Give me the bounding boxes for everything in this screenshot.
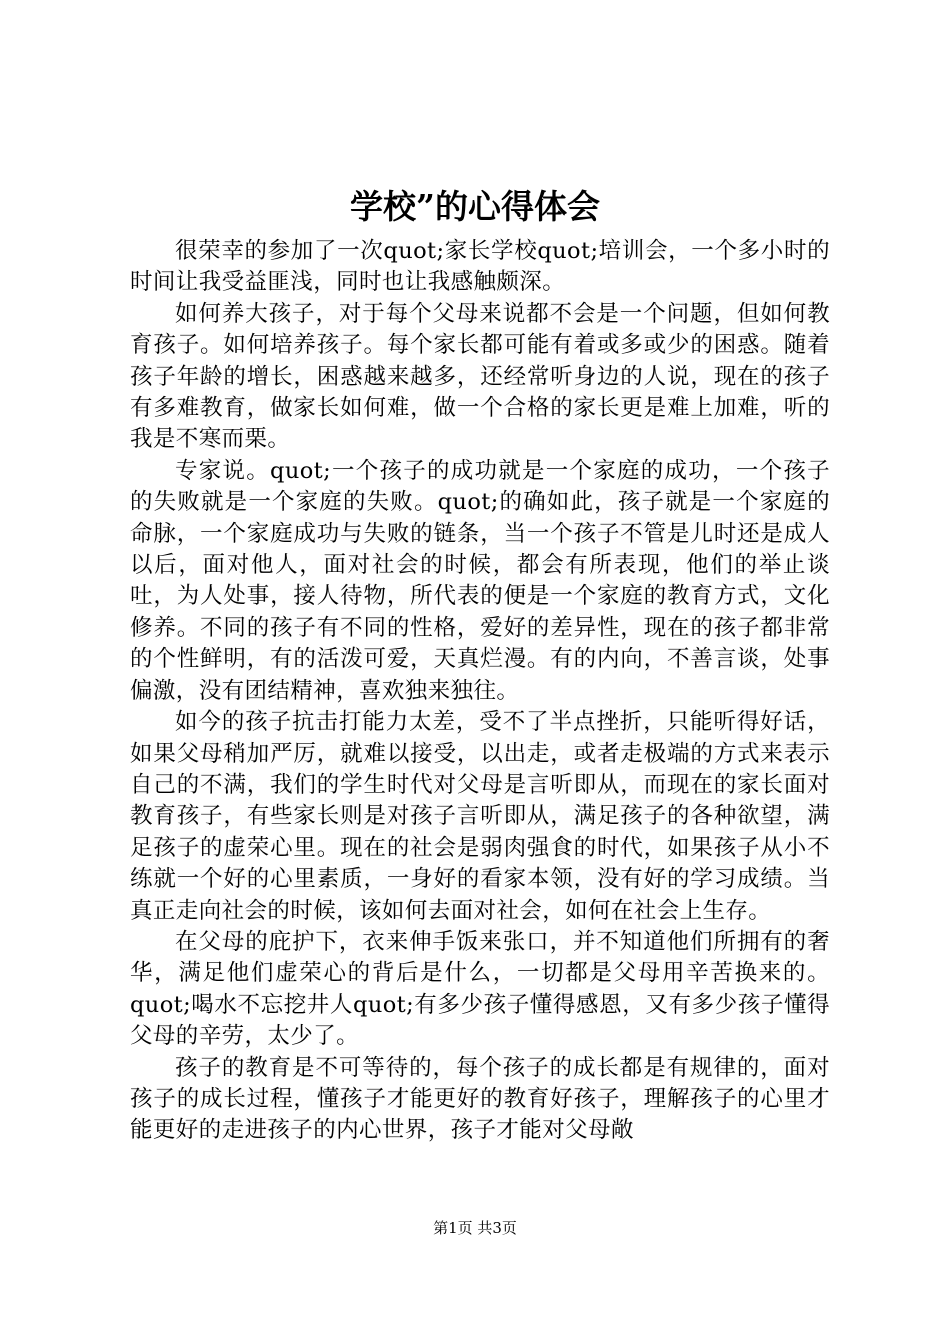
document-body	[130, 236, 830, 1147]
page-number-footer: 第1页 共3页	[433, 1219, 517, 1237]
paragraph: 专家说。quot;一个孩子的成功就是一个家庭的成功，一个孩子的失败就是一个家庭的失败。quot;的确如此，孩子就是一个家庭的命脉，一个家庭成功与失败的链条，当一个孩子不管是儿时还是成人以后，面对他人，面对社会的时候，都会有所表现，他们的举止谈吐，为人处事，接人待物，所代表的便是一个家庭的教育方式，文化修养。不同的孩子有不同的性格，爱好的差异性，现在的孩子都非常的个性鲜明，有的活泼可爱，天真烂漫。有的内向，不善言谈，处事偏激，没有团结精神，喜欢独来独往。	[130, 457, 830, 704]
paragraph: 如今的孩子抗击打能力太差，受不了半点挫折，只能听得好话，如果父母稍加严厉，就难以接受，以出走，或者走极端的方式来表示自己的不满，我们的学生时代对父母是言听即从，而现在的家长面对教育孩子，有些家长则是对孩子言听即从，满足孩子的各种欲望，满足孩子的虚荣心里。现在的社会是弱肉强食的时代，如果孩子从小不练就一个好的心里素质，一身好的看家本领，没有好的学习成绩。当真正走向社会的时候，该如何去面对社会，如何在社会上生存。	[130, 709, 830, 924]
paragraph: 很荣幸的参加了一次quot;家长学校quot;培训会，一个多小时的时间让我受益匪浅，同时也让我感触颇深。	[130, 238, 830, 296]
paragraph: 如何养大孩子，对于每个父母来说都不会是一个问题，但如何教育孩子。如何培养孩子。每个家长都可能有着或多或少的困惑。随着孩子年龄的增长，困惑越来越多，还经常听身边的人说，现在的孩子有多难教育，做家长如何难，做一个合格的家长更是难上加难，听的我是不寒而栗。	[130, 300, 830, 453]
page-title: 学校”的心得体会	[350, 187, 600, 226]
paragraph: 孩子的教育是不可等待的，每个孩子的成长都是有规律的，面对孩子的成长过程，懂孩子才能更好的教育好孩子，理解孩子的心里才能更好的走进孩子的内心世界，孩子才能对父母敞	[130, 1054, 830, 1144]
paragraph: 在父母的庇护下，衣来伸手饭来张口，并不知道他们所拥有的奢华，满足他们虚荣心的背后是什么，一切都是父母用辛苦换来的。quot;喝水不忘挖井人quot;有多少孩子懂得感恩，又有多少孩子懂得父母的辛劳，太少了。	[130, 928, 830, 1050]
